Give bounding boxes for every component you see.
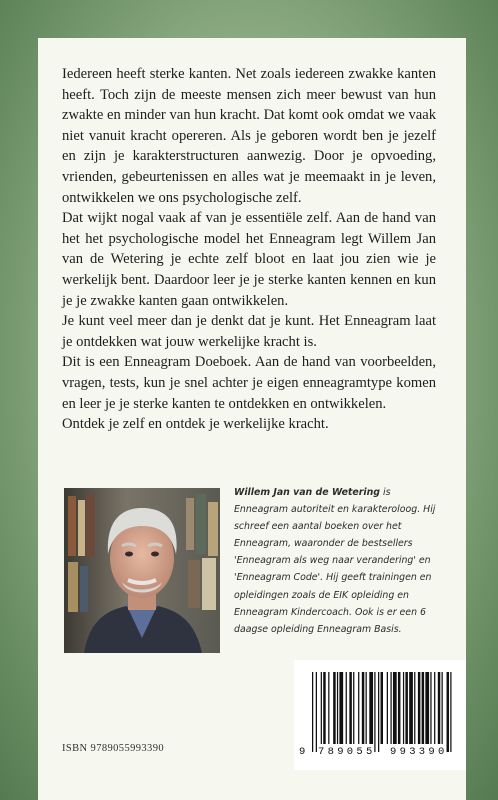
- barcode-bar: [381, 672, 383, 744]
- barcode-bar: [358, 672, 359, 744]
- barcode-bar: [321, 672, 322, 744]
- barcode-bar: [434, 672, 435, 744]
- barcode-bar: [346, 672, 347, 744]
- author-bio-text: is Enneagram autoriteit en karakteroloog. Hij schreef een aantal boeken over het Enneagram, waaronder de bestsellers 'Enneagram als weg naar verandering' en 'Enneagram Code'. Hij geeft trainingen en opleidingen zoals de EIK opleiding en Enneagram Kindercoach. Ook is er een 6 daagse opleiding Enneagram Basis.: [234, 487, 436, 635]
- barcode-bar: [366, 672, 367, 744]
- blurb-paragraph: Dit is een Enneagram Doeboek. Aan de hand van voorbeelden, vragen, tests, kun je snel achter je eigen enneagramtype komen en leer je je sterke kanten te ontdekken en ontwikkelen.: [62, 354, 436, 412]
- barcode-bar: [349, 672, 351, 744]
- blurb-paragraph: Ontdek je zelf en ontdek je werkelijke kracht.: [62, 416, 329, 433]
- barcode-bar: [374, 672, 375, 752]
- author-portrait-illustration: [64, 488, 220, 653]
- barcode-bar: [398, 672, 400, 744]
- blurb-paragraph: Dat wijkt nogal vaak af van je essentiële zelf. Aan de hand van het het psychologische model het Enneagram legt Willem Jan van de Wetering je echte zelf bloot en laat jou zien wie je werkelijk bent. Daardoor leer je je sterke kanten kennen en kun je je zwakke kanten gaan ontwikkelen.: [62, 210, 436, 309]
- author-bio: [234, 484, 442, 638]
- barcode-bar: [403, 672, 404, 744]
- barcode-bar: [337, 672, 338, 744]
- barcode-bar: [378, 672, 379, 752]
- barcode-bar: [447, 672, 449, 752]
- barcode-bar: [387, 672, 388, 744]
- barcode-bar: [405, 672, 407, 744]
- barcode-bar: [414, 672, 415, 744]
- barcode-bar: [390, 672, 391, 744]
- isbn-label: ISBN 9789055993390: [62, 743, 164, 754]
- barcode-digits-left: 789055: [318, 746, 376, 758]
- blurb-paragraph: Iedereen heeft sterke kanten. Net zoals iedereen zwakke kanten heeft. Toch zijn de meeste mensen zich meer bewust van hun zwakte en minder van hun kracht. Dat komt ook omdat we vaak niet vanuit kracht opereren. Als je geboren wordt ben je jezelf en zijn je karakterstructuren aanwezig. Door je opvoeding, vrienden, gebeurtenissen en alles wat je meemaakt in je leven, ontwikkelen we ons psychologische zelf.: [62, 66, 436, 206]
- barcode-bar: [450, 672, 451, 752]
- barcode-bar: [323, 672, 325, 744]
- barcode-bar: [418, 672, 420, 744]
- blurb-text: [62, 64, 436, 435]
- barcode-bar: [362, 672, 364, 744]
- barcode-bar: [328, 672, 329, 744]
- barcode: [294, 660, 466, 770]
- barcode-bar: [353, 672, 354, 744]
- blurb-paragraph: Je kunt veel meer dan je denkt dat je kunt. Het Enneagram laat je ontdekken wat jouw werkelijke kracht is.: [62, 313, 436, 350]
- barcode-bar: [430, 672, 431, 744]
- barcode-bar: [393, 672, 397, 744]
- barcode-bar: [316, 672, 317, 752]
- barcode-bar: [425, 672, 429, 744]
- barcode-bar: [409, 672, 413, 744]
- barcode-digits-right: 993390: [390, 746, 448, 758]
- barcode-digit-first: 9: [299, 746, 306, 758]
- barcode-bar: [312, 672, 313, 752]
- barcode-digits: [294, 746, 466, 760]
- barcode-bar: [333, 672, 335, 744]
- barcode-bar: [442, 672, 443, 744]
- barcode-bar: [369, 672, 373, 744]
- barcode-bar: [422, 672, 424, 744]
- barcode-bar: [339, 672, 343, 744]
- author-photo: [64, 488, 220, 653]
- barcode-bar: [438, 672, 440, 744]
- author-name: Willem Jan van de Wetering: [234, 487, 380, 498]
